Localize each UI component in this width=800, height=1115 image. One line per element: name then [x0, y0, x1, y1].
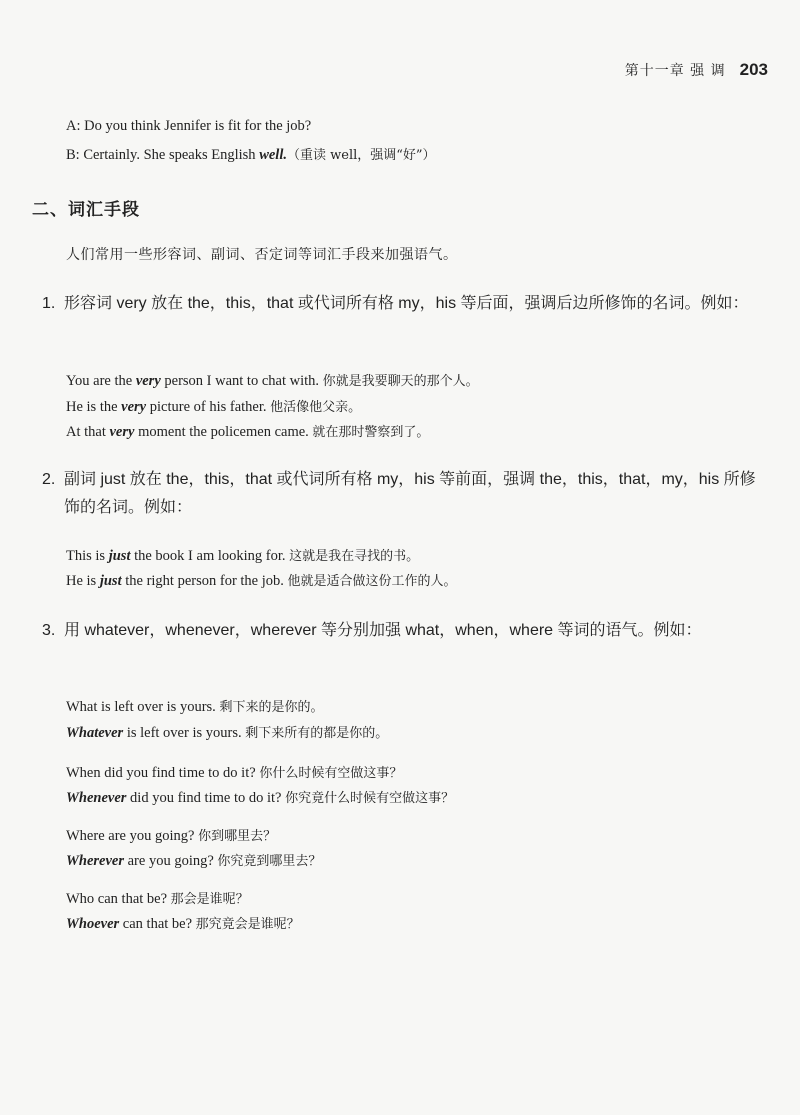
- example-translation: 你究竟什么时候有空做这事？: [285, 791, 455, 806]
- dialogue-b-text: B: Certainly. She speaks English: [66, 147, 260, 163]
- dialogue-b-note: （重读 well，强调“好”）: [286, 148, 436, 163]
- example-emphasis: Whoever: [66, 916, 120, 932]
- point-text: 用 whatever，whenever，wherever 等分别加强 what，when，where 等词的语气。例如：: [64, 622, 702, 639]
- example-text: This is: [66, 548, 109, 564]
- example-text: the book I am looking for.: [130, 548, 286, 564]
- example-text: You are the: [66, 373, 136, 389]
- dialogue-a-text: A: Do you think Jennifer is fit for the job?: [66, 118, 312, 134]
- dialogue-line-a: [66, 118, 311, 135]
- example-text: did you find time to do it?: [126, 790, 282, 806]
- example-line: [66, 762, 402, 782]
- example-translation: 那会是谁呢？: [170, 892, 249, 907]
- example-emphasis: just: [99, 573, 122, 589]
- example-line: [66, 888, 249, 908]
- example-translation: 他就是适合做这份工作的人。: [287, 574, 457, 589]
- example-line: [66, 570, 457, 590]
- example-line: [66, 396, 361, 416]
- example-line: [66, 913, 300, 933]
- dialogue-b-emphasis: well.: [259, 147, 287, 163]
- example-text: moment the policemen came.: [134, 424, 309, 440]
- example-emphasis: Wherever: [66, 853, 124, 869]
- example-text: Where are you going?: [66, 828, 195, 844]
- example-emphasis: very: [121, 399, 147, 415]
- example-text: are you going?: [124, 853, 214, 869]
- example-translation: 你究竟到哪里去？: [217, 854, 322, 869]
- point-1: [42, 290, 764, 318]
- point-3: [42, 617, 764, 645]
- section-intro: 人们常用一些形容词、副词、否定词等词汇手段来加强语气。: [66, 247, 458, 263]
- example-text: He is the: [66, 399, 122, 415]
- example-translation: 剩下来的是你的。: [219, 700, 324, 715]
- example-line: [66, 825, 276, 845]
- example-translation: 你什么时候有空做这事？: [259, 766, 403, 781]
- example-text: can that be?: [119, 916, 193, 932]
- point-2: [42, 466, 764, 522]
- example-line: [66, 421, 429, 441]
- example-emphasis: just: [108, 548, 131, 564]
- example-emphasis: very: [109, 424, 135, 440]
- example-emphasis: Whenever: [66, 790, 127, 806]
- example-line: [66, 370, 479, 390]
- dialogue-line-b: [66, 144, 436, 164]
- example-translation: 这就是我在寻找的书。: [289, 549, 420, 564]
- example-text: He is: [66, 573, 100, 589]
- example-emphasis: very: [135, 373, 161, 389]
- example-emphasis: Whatever: [66, 725, 124, 741]
- example-line: [66, 787, 454, 807]
- example-text: Who can that be?: [66, 891, 168, 907]
- example-text: What is left over is yours.: [66, 699, 216, 715]
- example-translation: 那究竟会是谁呢？: [195, 917, 300, 932]
- example-text: At that: [66, 424, 110, 440]
- example-translation: 你就是我要聊天的那个人。: [322, 374, 479, 389]
- example-line: [66, 696, 323, 716]
- point-text: 形容词 very 放在 the，this，that 或代词所有格 my，his 等后面，强调后边所修饰的名词。例如：: [64, 295, 749, 312]
- section-title: 二、词汇手段: [32, 200, 140, 220]
- point-number: 1.: [42, 295, 56, 312]
- example-text: is left over is yours.: [123, 725, 242, 741]
- example-translation: 剩下来所有的都是你的。: [245, 726, 389, 741]
- example-text: When did you find time to do it?: [66, 765, 256, 781]
- point-number: 2.: [42, 471, 56, 488]
- example-line: [66, 850, 321, 870]
- example-text: picture of his father.: [146, 399, 267, 415]
- example-text: the right person for the job.: [121, 573, 284, 589]
- page-header: [625, 60, 768, 80]
- example-translation: 就在那时警察到了。: [312, 425, 430, 440]
- example-line: [66, 545, 419, 565]
- example-translation: 你到哪里去？: [198, 829, 277, 844]
- point-number: 3.: [42, 622, 56, 639]
- point-text: 副词 just 放在 the，this，that 或代词所有格 my，his 等前面，强调 the，this，that，my，his 所修饰的名词。例如：: [64, 471, 756, 516]
- example-line: [66, 722, 388, 742]
- page-number: 203: [739, 60, 768, 79]
- example-translation: 他活像他父亲。: [270, 400, 362, 415]
- example-text: person I want to chat with.: [160, 373, 320, 389]
- chapter-title: 第十一章 强 调: [624, 63, 726, 79]
